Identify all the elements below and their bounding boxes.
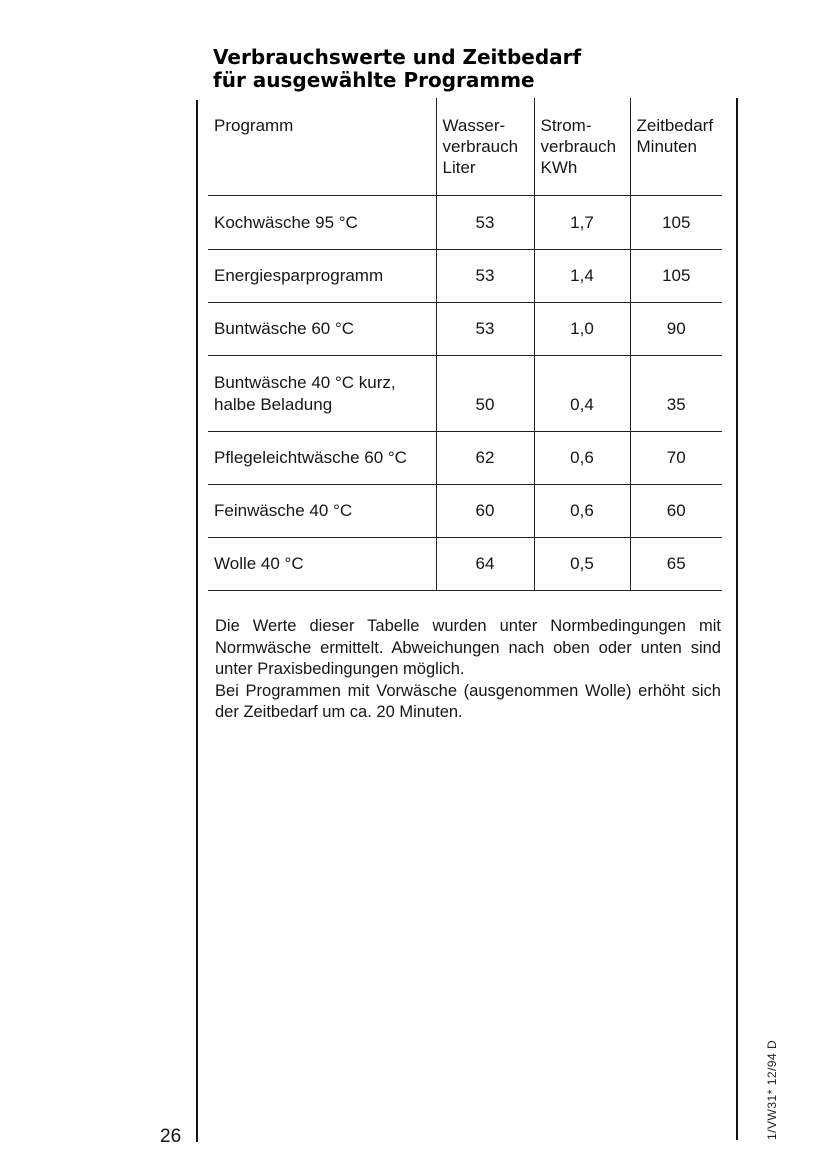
table-row [208, 356, 722, 432]
header-time-line: Minuten [636, 137, 697, 156]
page-title [213, 46, 733, 92]
header-water-line: verbrauch [442, 137, 519, 156]
table-row [208, 303, 722, 356]
header-power-line: verbrauch [540, 137, 617, 156]
consumption-table [208, 98, 722, 591]
header-program [208, 98, 436, 196]
page-title-line-2: für ausgewählte Programme [213, 68, 535, 92]
power-cell: 0,5 [534, 538, 630, 591]
program-cell: Energiesparprogramm [208, 250, 436, 303]
power-cell: 1,4 [534, 250, 630, 303]
power-cell: 1,7 [534, 196, 630, 250]
water-cell: 60 [436, 485, 534, 538]
water-cell: 53 [436, 303, 534, 356]
header-water-line: Wasser- [442, 116, 506, 135]
header-program-label: Programm [214, 116, 294, 135]
header-power-line: Strom- [540, 116, 592, 135]
water-cell: 62 [436, 432, 534, 485]
table-row [208, 432, 722, 485]
left-margin-rule [196, 100, 198, 1142]
time-cell: 90 [630, 303, 722, 356]
program-cell: Pflegeleichtwäsche 60 °C [208, 432, 436, 485]
program-cell [208, 356, 436, 432]
power-cell: 0,4 [534, 356, 630, 432]
page-number: 26 [160, 1126, 182, 1147]
program-cell: Feinwäsche 40 °C [208, 485, 436, 538]
table-note [215, 616, 721, 724]
table-row [208, 538, 722, 591]
water-cell: 50 [436, 356, 534, 432]
time-cell: 70 [630, 432, 722, 485]
header-water [436, 98, 534, 196]
time-cell: 60 [630, 485, 722, 538]
time-cell: 35 [630, 356, 722, 432]
header-time [630, 98, 722, 196]
time-cell: 105 [630, 196, 722, 250]
table-row [208, 485, 722, 538]
water-cell: 53 [436, 196, 534, 250]
page-title-line-1: Verbrauchswerte und Zeitbedarf [213, 45, 582, 69]
table-row [208, 196, 722, 250]
header-power [534, 98, 630, 196]
power-cell: 1,0 [534, 303, 630, 356]
header-water-line: Liter [442, 158, 476, 177]
power-cell: 0,6 [534, 432, 630, 485]
note-paragraph: Die Werte dieser Tabelle wurden unter Normbedingungen mit Normwäsche ermittelt. Abweichungen nach oben oder unten sind unter Praxisbedingungen möglich. [215, 617, 721, 678]
time-cell: 105 [630, 250, 722, 303]
water-cell: 53 [436, 250, 534, 303]
document-code: 1/VW31* 12/94 D [765, 1039, 779, 1140]
power-cell: 0,6 [534, 485, 630, 538]
program-line: Buntwäsche 40 °C kurz, [214, 372, 396, 392]
header-power-line: KWh [540, 158, 578, 177]
right-margin-rule [736, 98, 738, 1140]
program-cell: Kochwäsche 95 °C [208, 196, 436, 250]
note-paragraph: Bei Programmen mit Vorwäsche (ausgenommen Wolle) erhöht sich der Zeitbedarf um ca. 20 Minuten. [215, 681, 721, 721]
time-cell: 65 [630, 538, 722, 591]
water-cell: 64 [436, 538, 534, 591]
program-cell: Wolle 40 °C [208, 538, 436, 591]
header-time-line: Zeitbedarf [636, 116, 714, 135]
table-row [208, 250, 722, 303]
program-cell: Buntwäsche 60 °C [208, 303, 436, 356]
program-line: halbe Beladung [214, 394, 333, 414]
table-header-row [208, 98, 722, 196]
